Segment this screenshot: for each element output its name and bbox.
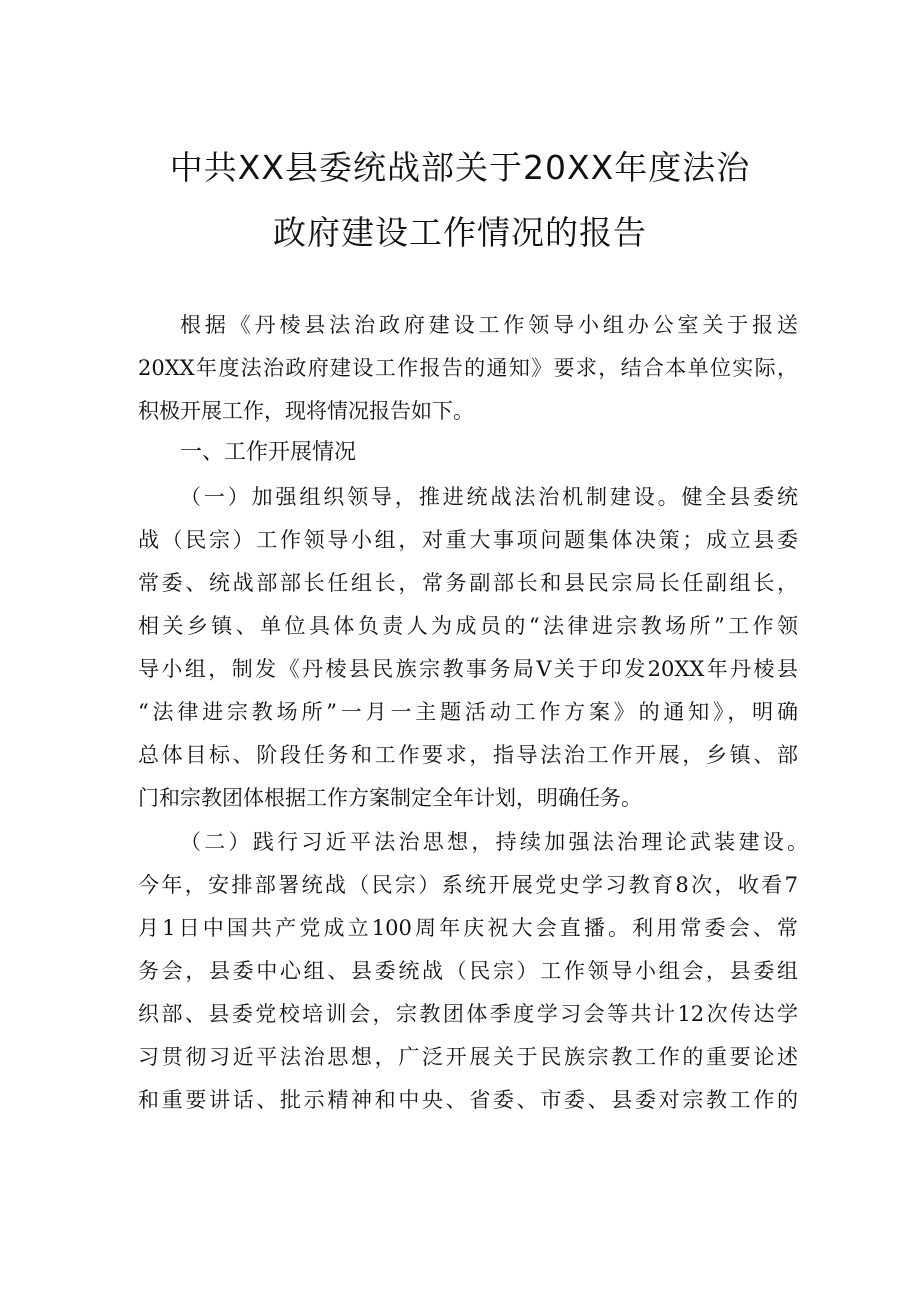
- para1-line-4: 相关乡镇、单位具体负责人为成员的“法律进宗教场所”工作领: [138, 614, 798, 638]
- para2-line-5: 织部、县委党校培训会，宗教团体季度学习会等共计12次传达学: [138, 1002, 798, 1026]
- document-title-line-2: 政府建设工作情况的报告: [273, 213, 647, 252]
- para2-line-2: 今年，安排部署统战（民宗）系统开展党史学习教育8次，收看7: [138, 873, 798, 897]
- para2-line-1: （二）践行习近平法治思想，持续加强法治理论武装建设。: [180, 830, 808, 854]
- intro-line-3: 积极开展工作，现将情况报告如下。: [138, 399, 474, 423]
- para2-line-4: 务会，县委中心组、县委统战（民宗）工作领导小组会，县委组: [138, 959, 798, 983]
- para2-line-6: 习贯彻习近平法治思想，广泛开展关于民族宗教工作的重要论述: [138, 1045, 798, 1069]
- para1-line-6: “法律进宗教场所”一月一主题活动工作方案》的通知》，明确: [138, 700, 798, 724]
- document-title-line-1: 中共XX县委统战部关于20XX年度法治: [169, 148, 751, 187]
- para1-line-8: 门和宗教团体根据工作方案制定全年计划，明确任务。: [138, 786, 642, 810]
- para1-line-1: （一）加强组织领导，推进统战法治机制建设。健全县委统: [180, 485, 798, 509]
- para1-line-3: 常委、统战部部长任组长，常务副部长和县民宗局长任副组长，: [138, 571, 798, 595]
- para2-line-3: 月1日中国共产党成立100周年庆祝大会直播。利用常委会、常: [138, 916, 798, 940]
- para2-line-7: 和重要讲话、批示精神和中央、省委、市委、县委对宗教工作的: [138, 1088, 798, 1112]
- para1-line-5: 导小组，制发《丹棱县民族宗教事务局V关于印发20XX年丹棱县: [138, 657, 798, 681]
- para1-line-2: 战（民宗）工作领导小组，对重大事项问题集体决策；成立县委: [138, 528, 798, 552]
- intro-line-2: 20XX年度法治政府建设工作报告的通知》要求，结合本单位实际，: [138, 356, 798, 380]
- para1-line-7: 总体目标、阶段任务和工作要求，指导法治工作开展，乡镇、部: [138, 743, 798, 767]
- section-heading: 一、工作开展情况: [180, 440, 357, 465]
- intro-line-1: 根据《丹棱县法治政府建设工作领导小组办公室关于报送: [180, 313, 798, 337]
